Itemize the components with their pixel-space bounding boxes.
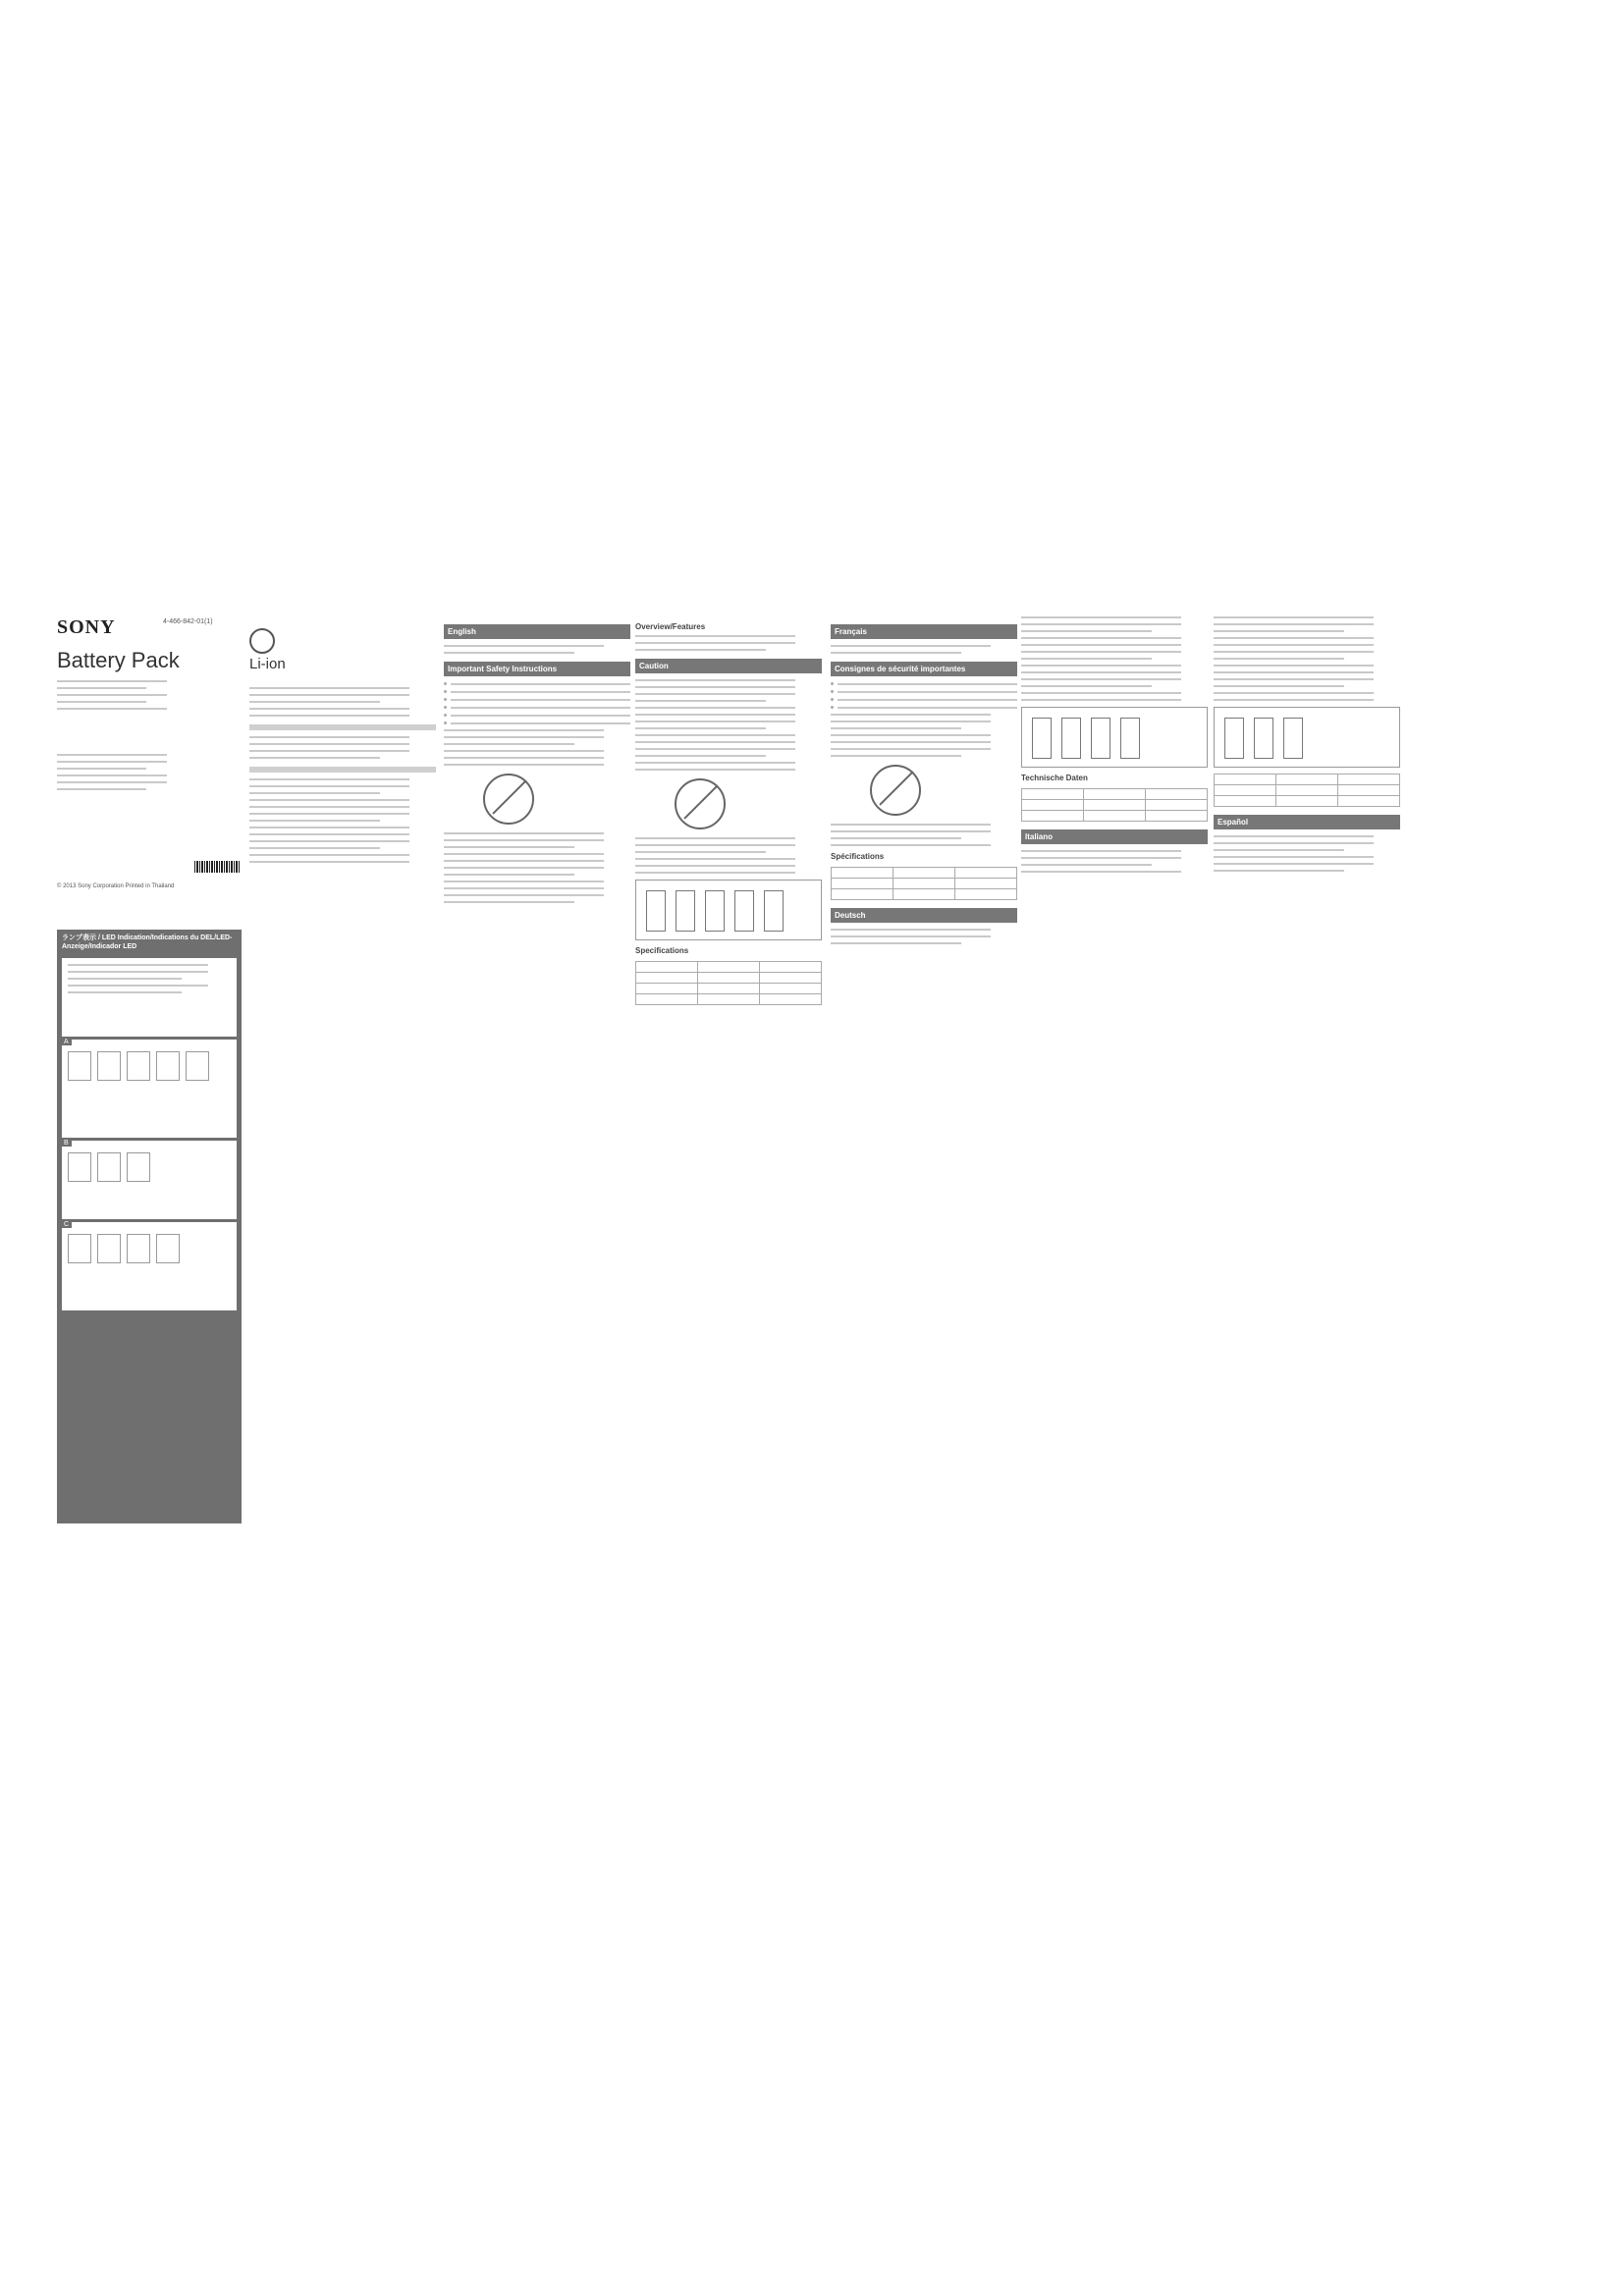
- french-column: [831, 616, 1017, 949]
- jp-heading-2: [249, 767, 436, 773]
- espanol-heading: Español: [1214, 815, 1400, 829]
- japanese-column: [249, 687, 436, 868]
- tech-de-title: Technische Daten: [1021, 774, 1088, 782]
- caution-heading: Caution: [635, 659, 822, 673]
- spec-de-table: [1021, 788, 1208, 822]
- overview-title: Overview/Features: [635, 622, 706, 631]
- french-heading: Français: [831, 624, 1017, 639]
- italian-column: [1214, 616, 1400, 877]
- figure-b: [62, 1141, 237, 1219]
- cover-language-list: [57, 680, 185, 795]
- product-title: Battery Pack: [57, 648, 180, 672]
- caution-figure-icon: [483, 774, 534, 825]
- jp-heading-1: [249, 724, 436, 730]
- figure-a: [62, 1040, 237, 1138]
- english-column: [444, 616, 630, 908]
- figure-a-label: A: [61, 1039, 72, 1045]
- spec-table: [635, 961, 822, 1005]
- english-heading: English: [444, 624, 630, 639]
- led-figure-it: [1214, 707, 1400, 768]
- recycle-icon: [249, 628, 275, 654]
- deutsch-heading: Deutsch: [831, 908, 1017, 923]
- brand-logo: SONY: [57, 616, 116, 638]
- led-figure: [635, 880, 822, 940]
- crossed-bin-icon: [675, 778, 726, 829]
- sidebar-title: ランプ表示 / LED Indication/Indications du DEL/LED-Anzeige/Indicador LED: [62, 934, 233, 950]
- copyright: © 2013 Sony Corporation Printed in Thailand: [57, 883, 175, 889]
- german-column: [1021, 616, 1208, 878]
- english-column-2: [635, 616, 822, 1011]
- italiano-heading: Italiano: [1021, 829, 1208, 844]
- spec-fr-title: Spécifications: [831, 852, 885, 861]
- figure-c-label: C: [61, 1221, 72, 1228]
- barcode: [194, 861, 240, 873]
- figure-b-label: B: [61, 1140, 72, 1147]
- led-figure-de: [1021, 707, 1208, 768]
- led-indication-sidebar: [57, 930, 242, 1523]
- spec-it-table: [1214, 774, 1400, 807]
- safety-heading: Important Safety Instructions: [444, 662, 630, 676]
- specifications-title: Specifications: [635, 946, 689, 955]
- figure-c: [62, 1222, 237, 1310]
- part-number: 4-466-842-01(1): [163, 618, 213, 625]
- led-legend: [62, 958, 237, 1037]
- spec-fr-table: [831, 867, 1017, 900]
- caution-figure-fr-icon: [870, 765, 921, 816]
- consignes-heading: Consignes de sécurité importantes: [831, 662, 1017, 676]
- liion-mark: Li-ion: [249, 656, 286, 672]
